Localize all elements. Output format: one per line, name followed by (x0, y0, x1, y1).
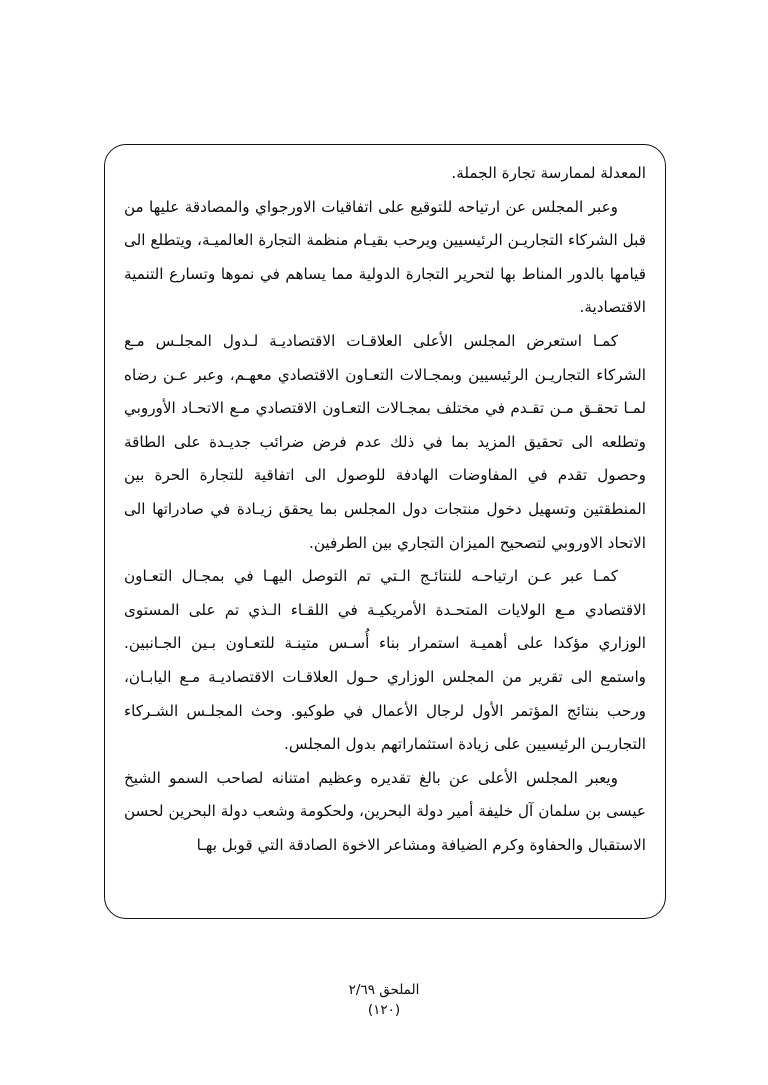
paragraph-4: كمـا عبر عـن ارتياحـه للنتائـج الـتي تم التوصل اليهـا في بمجـال التعـاون الاقتصادي مـع الولايات المتحـدة الأمريكيـة في اللقـاء الـذي تم على المستوى الوزاري مؤكدا على أهميـة استمرار بناء أُسـس متينـة للتعـاون بـين الجـانبين. واستمع الى تقرير من المجلس الوزاري حـول العلاقـات الاقتصاديـة مـع اليابـان، ورحب بنتائج المؤتمر الأول لرجال الأعمال في طوكيو. وحث المجلـس الشـركاء التجاريـن الرئيسيين على زيادة استثماراتهم بدول المجلس. (124, 567, 646, 754)
page-footer (0, 980, 768, 1020)
footer-page-number: (١٢٠) (367, 1002, 401, 1018)
paragraph-3: كمـا استعرض المجلس الأعلى العلاقـات الاقتصاديـة لـدول المجلـس مـع الشركاء التجاريـن الرئيسيين وبمجـالات التعـاون الاقتصادي معهـم، وعبر عـن رضاه لمـا تحقـق مـن تقـدم في مختلف بمجـالات التعـاون الاقتصادي مـع الاتحـاد الأوروبي وتطلعه الى تحقيق المزيد بما في ذلك عدم فرض ضرائب جديـدة على الطاقة وحصول تقدم في المفاوضات الهادفة للوصول الى اتفاقية للتجارة الحرة بين المنطقتين وتسهيل دخول منتجات دول المجلس بما يحقق زيـادة في صادراتها الى الاتحاد الاوروبي لتصحيح الميزان التجاري بين الطرفين. (124, 331, 646, 552)
paragraph-1: المعدلة لممارسة تجارة الجملة. (451, 164, 646, 182)
paragraph-2: وعبر المجلس عن ارتياحه للتوقيع على اتفاقيات الاورجواي والمصادقة عليها من قبل الشركاء التجاريـن الرئيسيين ويرحب بقيـام منظمة التجارة العالميـة، ويتطلع الى قيامها بالدور المناط بها لتحرير التجارة الدولية مما يساهم في نموها وتسارع التنمية الاقتصادية. (124, 197, 646, 317)
body-text-block (124, 157, 646, 907)
paragraph-5: ويعبر المجلس الأعلى عن بالغ تقديره وعظيم امتنانه لصاحب السمو الشيخ عيسى بن سلمان آل خليفة أمير دولة البحرين، ولحكومة وشعب دولة البحرين لحسن الاستقبال والحفاوة وكرم الضيافة ومشاعر الاخوة الصادقة التي قوبل بهـا (124, 768, 646, 854)
footer-section-label: الملحق ٢/٦٩ (348, 982, 420, 998)
